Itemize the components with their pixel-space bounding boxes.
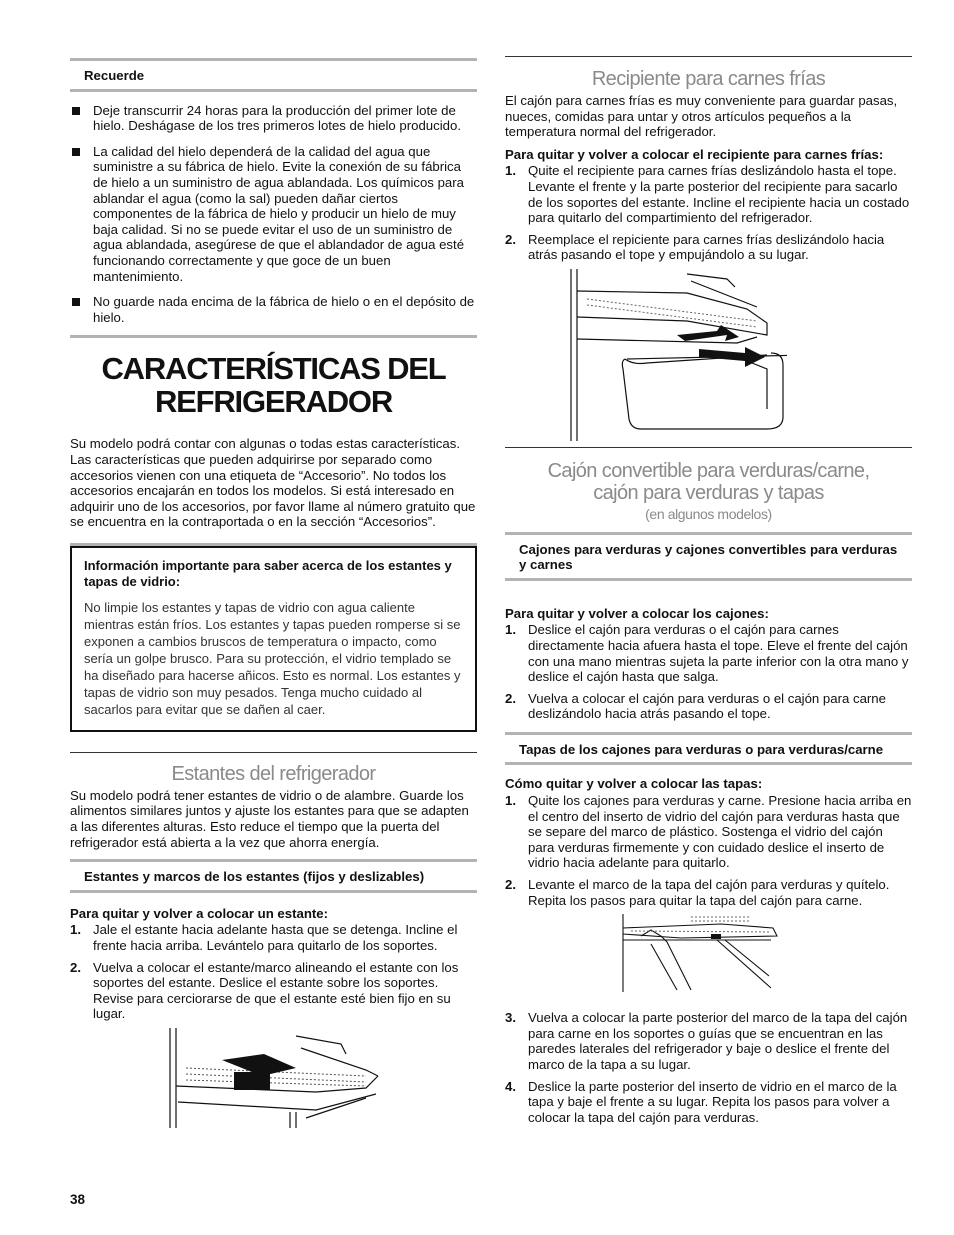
step-number: 1. (505, 622, 516, 638)
info-box (70, 546, 477, 732)
list-item (70, 922, 477, 953)
step-text: Jale el estante hacia adelante hasta que se detenga. Incline el frente hacia arriba. Levántelo para quitarlo de los soportes. (93, 922, 458, 954)
step-number: 1. (505, 163, 516, 179)
divider (70, 752, 477, 753)
list-item (505, 163, 912, 225)
cover-illustration (621, 914, 781, 994)
step-text: Quite el recipiente para carnes frías deslizándolo hasta el tope. Levante el frente y la parte posterior del recipiente para sacarlo de los soportes del estante. Incline el recipiente hacia un costado para quitarlo del compartimiento del refrigerador. (528, 163, 910, 226)
main-title (70, 352, 477, 418)
meat-howto: Para quitar y volver a colocar el recipiente para carnes frías: (505, 146, 884, 162)
list-item (70, 960, 477, 1022)
crisper-subtitle: (en algunos modelos) (645, 505, 772, 522)
list-item (505, 622, 912, 684)
step-number: 3. (505, 1010, 516, 1026)
meat-intro: El cajón para carnes frías es muy conveniente para guardar pasas, nueces, comidas para untar y otros artículos pequeños a la temperatura normal del refrigerador. (505, 93, 898, 140)
list-item-text: La calidad del hielo dependerá de la calidad del agua que suministre a su fábrica de hielo. Evite la conexión de su fábrica de hielo a un suministro de agua ablandada. Los químicos para ablandar el agua (como la sal) pueden dañar ciertos componentes de la fábrica de hielo y producir un hielo de muy baja calidad. Si no se puede evitar el uso de un suministro de agua ablandada, asegúrese de que el ablandador de agua esté funcionando correctamente y que goce de un buen mantenimiento. (93, 143, 465, 284)
left-column (70, 58, 477, 1128)
main-title-line1: CARACTERÍSTICAS DEL (101, 351, 446, 387)
list-item (505, 1010, 912, 1072)
step-number: 2. (505, 231, 516, 247)
list-item (505, 877, 912, 908)
page-number: 38 (70, 1192, 86, 1207)
crisper-howto: Para quitar y volver a colocar los cajones: (505, 605, 769, 621)
list-item (505, 232, 912, 263)
step-text: Deslice el cajón para verduras o el cajón para carnes directamente hacia afuera hasta el tope. Eleve el frente del cajón con una mano mientras sujeta la parte inferior con la otra mano y deslice el cajón hasta que salga. (528, 622, 909, 685)
crisper-title-line2: cajón para verduras y tapas (593, 481, 824, 504)
crisper-subhead: Cajones para verduras y cajones convertibles para verduras y carnes (505, 535, 912, 581)
divider (70, 335, 477, 338)
bullet-square-icon (72, 107, 80, 115)
meat-drawer-illustration (567, 269, 787, 441)
shelves-title: Estantes del refrigerador (171, 762, 376, 785)
meat-steps (505, 163, 912, 263)
shelves-subhead: Estantes y marcos de los estantes (fijos y deslizables) (70, 862, 477, 893)
list-item-text: No guarde nada encima de la fábrica de hielo o en el depósito de hielo. (93, 294, 475, 325)
shelves-steps (70, 922, 477, 1022)
step-number: 1. (505, 793, 516, 809)
divider (505, 56, 912, 57)
step-text: Levante el marco de la tapa del cajón para verduras y quítelo. Repita los pasos para quitar la tapa del cajón para carne. (528, 877, 890, 908)
covers-steps-b (505, 1010, 912, 1125)
crisper-steps (505, 622, 912, 722)
info-box-title: Información importante para saber acerca de los estantes y tapas de vidrio: (84, 557, 452, 589)
list-item-text: Deje transcurrir 24 horas para la producción del primer lote de hielo. Deshágase de los tres primeros lotes de hielo producido. (93, 102, 461, 134)
step-number: 4. (505, 1078, 516, 1094)
bullet-square-icon (72, 148, 80, 156)
covers-steps-a (505, 793, 912, 908)
bullet-square-icon (72, 298, 80, 306)
list-item (505, 691, 912, 722)
shelves-howto: Para quitar y volver a colocar un estante: (70, 905, 328, 921)
info-box-body: No limpie los estantes y tapas de vidrio con agua caliente mientras están fríos. Los estantes y tapas pueden romperse si se exponen a cambios bruscos de temperatura o impacto, como sería un golpe brusco. Para su protección, el vidrio templado se ha diseñado para hacerse añicos. Esto es normal. Los estantes y tapas de vidrio son muy pesados. Tenga mucho cuidado al sacarlos para evitar que se dañen al caer. (84, 599, 461, 717)
recuerde-heading: Recuerde (70, 61, 477, 92)
step-text: Reemplace el repiciente para carnes frías deslizándolo hacia atrás pasando el tope y empujándolo a su lugar. (528, 231, 885, 263)
shelf-illustration (166, 1028, 381, 1128)
step-text: Deslice la parte posterior del inserto de vidrio en el marco de la tapa y baje el frente a su lugar. Repita los pasos para volver a colocar la tapa del cajón para verduras. (528, 1078, 897, 1125)
step-text: Vuelva a colocar el estante/marco alineando el estante con los soportes del estante. Deslice el estante sobre los soportes. Revise para cerciorarse de que el estante esté bien fijo en su lugar. (93, 959, 459, 1022)
covers-subhead: Tapas de los cajones para verduras o para verduras/carne (505, 735, 912, 766)
meat-title: Recipiente para carnes frías (591, 68, 826, 90)
crisper-title (505, 460, 912, 504)
intro-paragraph: Su modelo podrá contar con algunas o todas estas características. Las características que pueden adquirirse por separado como accesorios vienen con una etiqueta de “Accesorio”. No todos los accesorios encajarán en todos los modelos. Si está interesado en adquirir uno de los accesorios, por favor llame al número gratuito que se encuentra en la contraportada o en la sección “Accesorios”. (70, 436, 476, 530)
step-number: 2. (505, 877, 516, 893)
step-text: Vuelva a colocar la parte posterior del marco de la tapa del cajón para carne en los soportes o guías que se encuentran en las paredes laterales del refrigerador y baje o deslice el frente del marco de la tapa a su lugar. (528, 1010, 908, 1072)
right-column (505, 56, 912, 1131)
step-text: Quite los cajones para verduras y carne. Presione hacia arriba en el centro del inserto de vidrio del cajón para verduras hasta que se separe del marco de plástico. Sostenga el vidrio del cajón para verduras firmemente y con cuidado deslice el inserto de vidrio hacia adelante para quitarlo. (528, 793, 912, 871)
crisper-title-line1: Cajón convertible para verduras/carne, (547, 459, 870, 482)
list-item (505, 1079, 912, 1126)
main-title-line2: REFRIGERADOR (154, 384, 393, 420)
step-text: Vuelva a colocar el cajón para verduras o el cajón para carne deslizándolo hacia atrás pasando el tope. (528, 690, 886, 722)
step-number: 2. (70, 959, 81, 975)
shelves-intro: Su modelo podrá tener estantes de vidrio o de alambre. Guarde los alimentos similares juntos y ajuste los estantes para que se adapten a las diferentes alturas. Esto reduce el tiempo que la puerta del refrigerador está abierta a la vez que ahorra energía. (70, 787, 469, 850)
recuerde-list (70, 103, 477, 326)
list-item (70, 144, 477, 284)
list-item (505, 793, 912, 871)
step-number: 2. (505, 690, 516, 706)
list-item (70, 103, 477, 134)
divider (505, 447, 912, 448)
list-item (70, 294, 477, 325)
covers-howto: Cómo quitar y volver a colocar las tapas: (505, 776, 763, 792)
step-number: 1. (70, 922, 81, 938)
